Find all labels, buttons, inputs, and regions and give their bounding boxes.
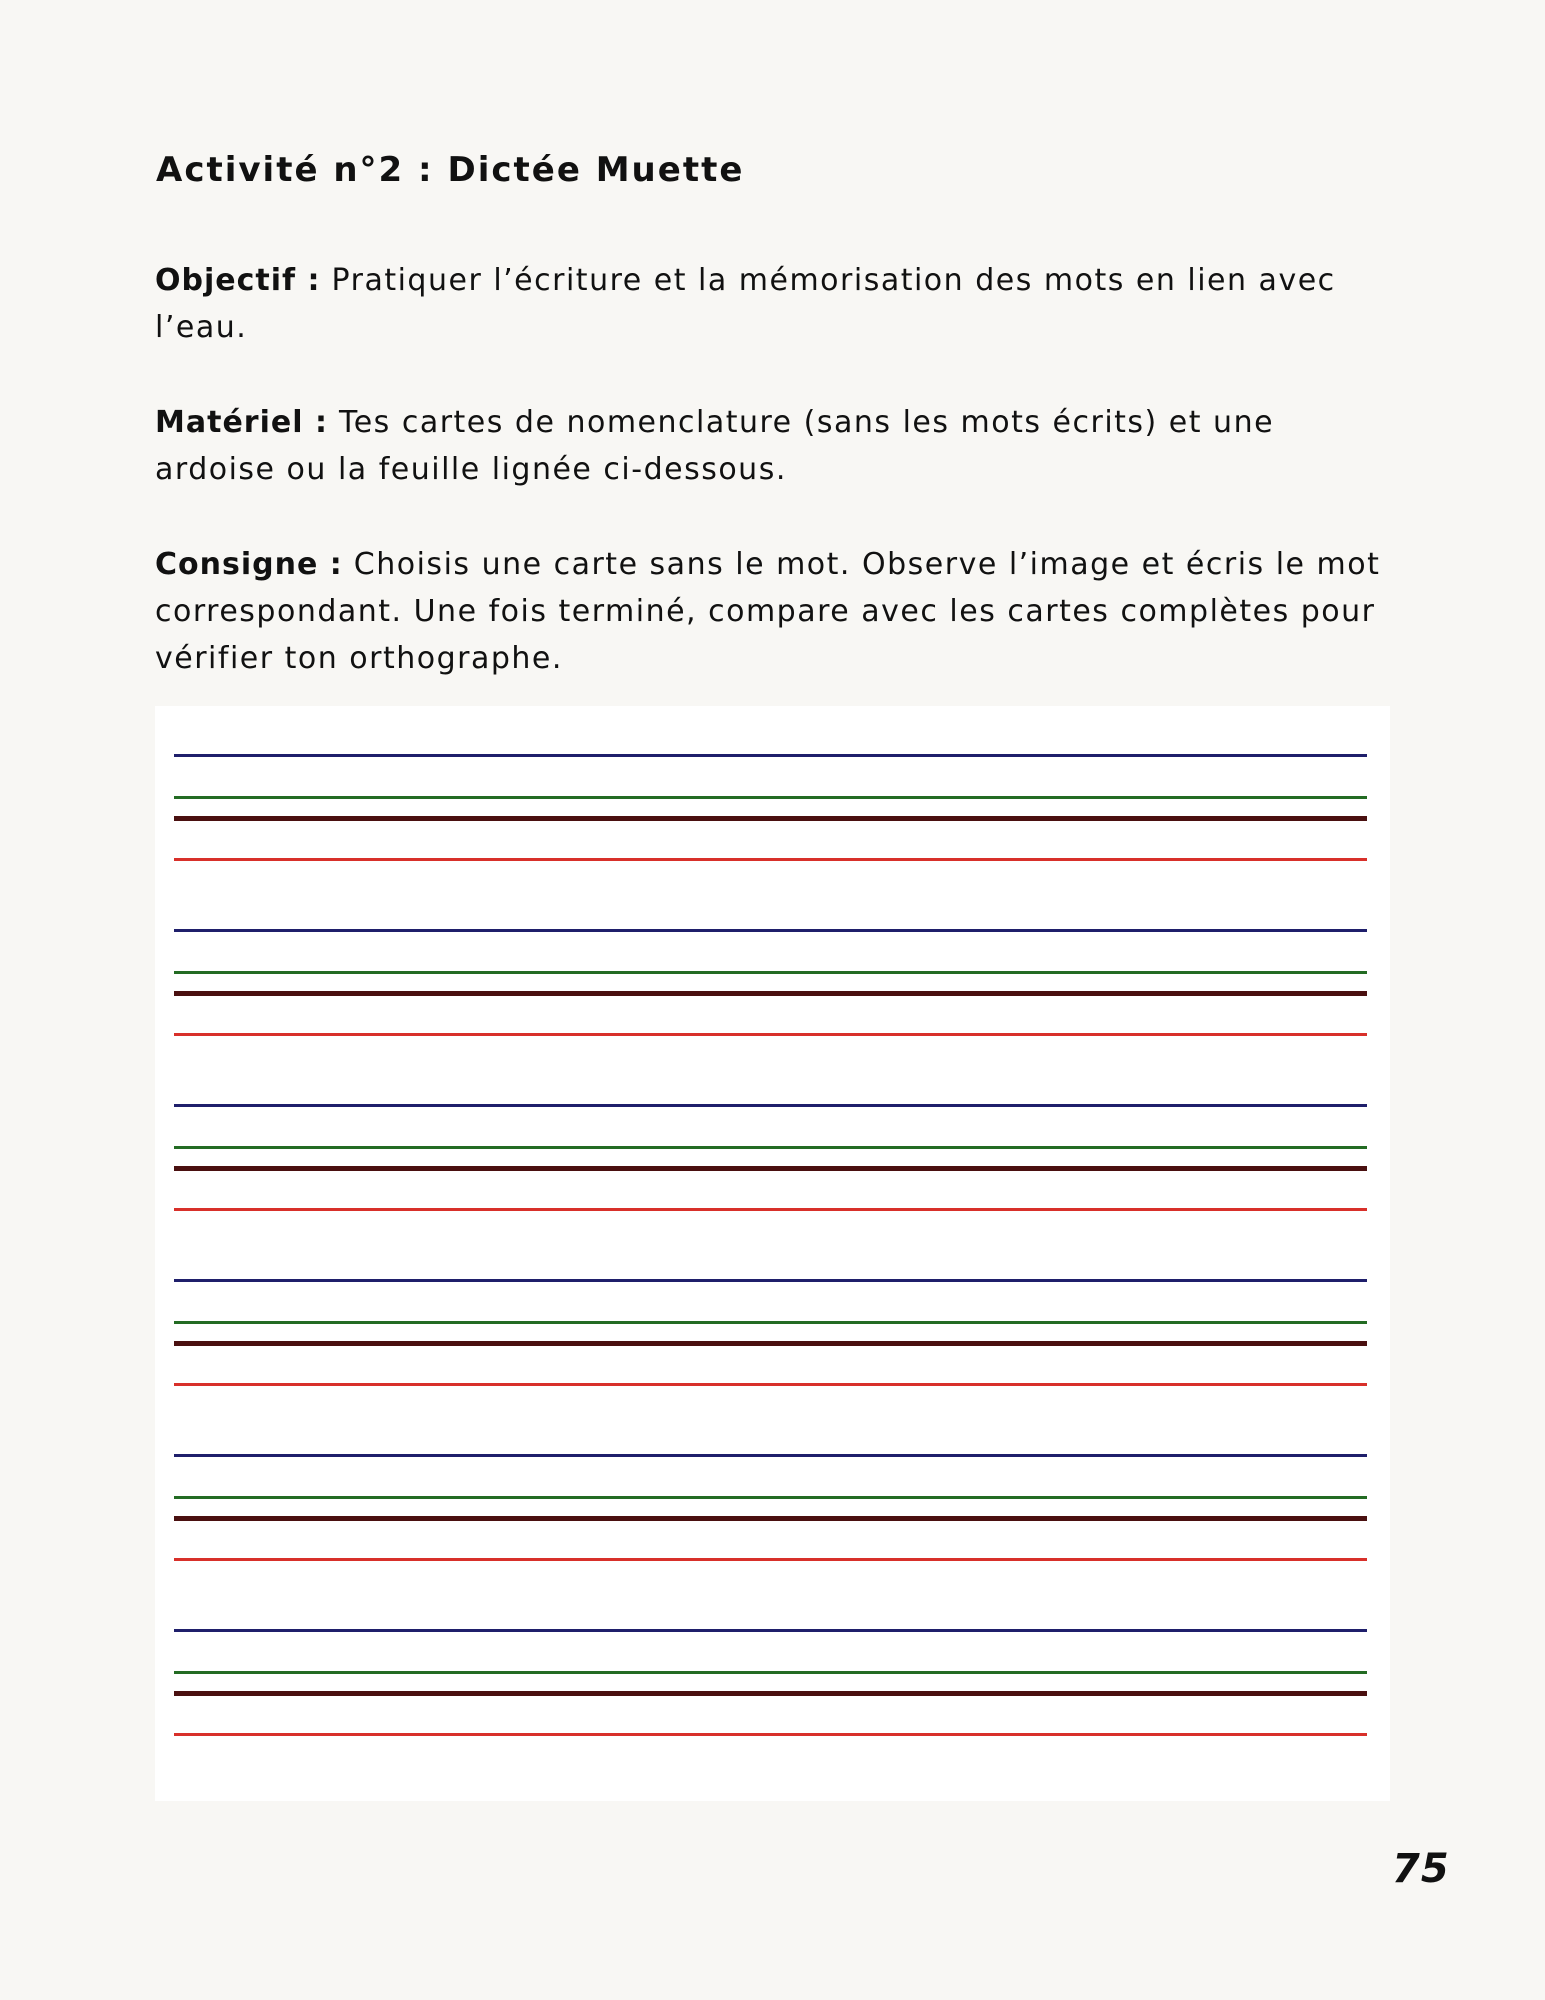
midline: [174, 971, 1367, 974]
midline: [174, 1671, 1367, 1674]
ascender-line: [174, 1279, 1367, 1282]
midline: [174, 1146, 1367, 1149]
lined-writing-sheet[interactable]: [155, 706, 1390, 1801]
descender-line: [174, 1733, 1367, 1736]
consigne-text: Choisis une carte sans le mot. Observe l’image et écris le mot correspondant. Une fois terminé, compare avec les cartes complètes pour vérifier ton orthographe.: [155, 547, 1381, 676]
writing-line-group[interactable]: [174, 929, 1367, 1039]
activity-title: Activité n°2 : Dictée Muette: [156, 150, 745, 190]
baseline: [174, 1691, 1367, 1696]
ascender-line: [174, 1104, 1367, 1107]
midline: [174, 796, 1367, 799]
descender-line: [174, 858, 1367, 861]
objectif-paragraph: [155, 257, 1400, 351]
consigne-label: Consigne :: [155, 547, 343, 582]
materiel-text: Tes cartes de nomenclature (sans les mots écrits) et une ardoise ou la feuille lignée ci-dessous.: [155, 405, 1275, 487]
writing-line-group[interactable]: [174, 1454, 1367, 1564]
baseline: [174, 816, 1367, 821]
descender-line: [174, 1558, 1367, 1561]
writing-line-group[interactable]: [174, 754, 1367, 864]
writing-line-group[interactable]: [174, 1629, 1367, 1739]
descender-line: [174, 1208, 1367, 1211]
ascender-line: [174, 754, 1367, 757]
consigne-paragraph: [155, 541, 1400, 682]
materiel-paragraph: [155, 399, 1400, 493]
baseline: [174, 1516, 1367, 1521]
midline: [174, 1496, 1367, 1499]
ascender-line: [174, 929, 1367, 932]
objectif-text: Pratiquer l’écriture et la mémorisation des mots en lien avec l’eau.: [155, 263, 1336, 345]
baseline: [174, 991, 1367, 996]
ascender-line: [174, 1629, 1367, 1632]
baseline: [174, 1166, 1367, 1171]
objectif-label: Objectif :: [155, 263, 321, 298]
materiel-label: Matériel :: [155, 405, 328, 440]
baseline: [174, 1341, 1367, 1346]
midline: [174, 1321, 1367, 1324]
page-number: 75: [1392, 1846, 1450, 1892]
descender-line: [174, 1033, 1367, 1036]
descender-line: [174, 1383, 1367, 1386]
writing-line-group[interactable]: [174, 1279, 1367, 1389]
writing-line-group[interactable]: [174, 1104, 1367, 1214]
ascender-line: [174, 1454, 1367, 1457]
